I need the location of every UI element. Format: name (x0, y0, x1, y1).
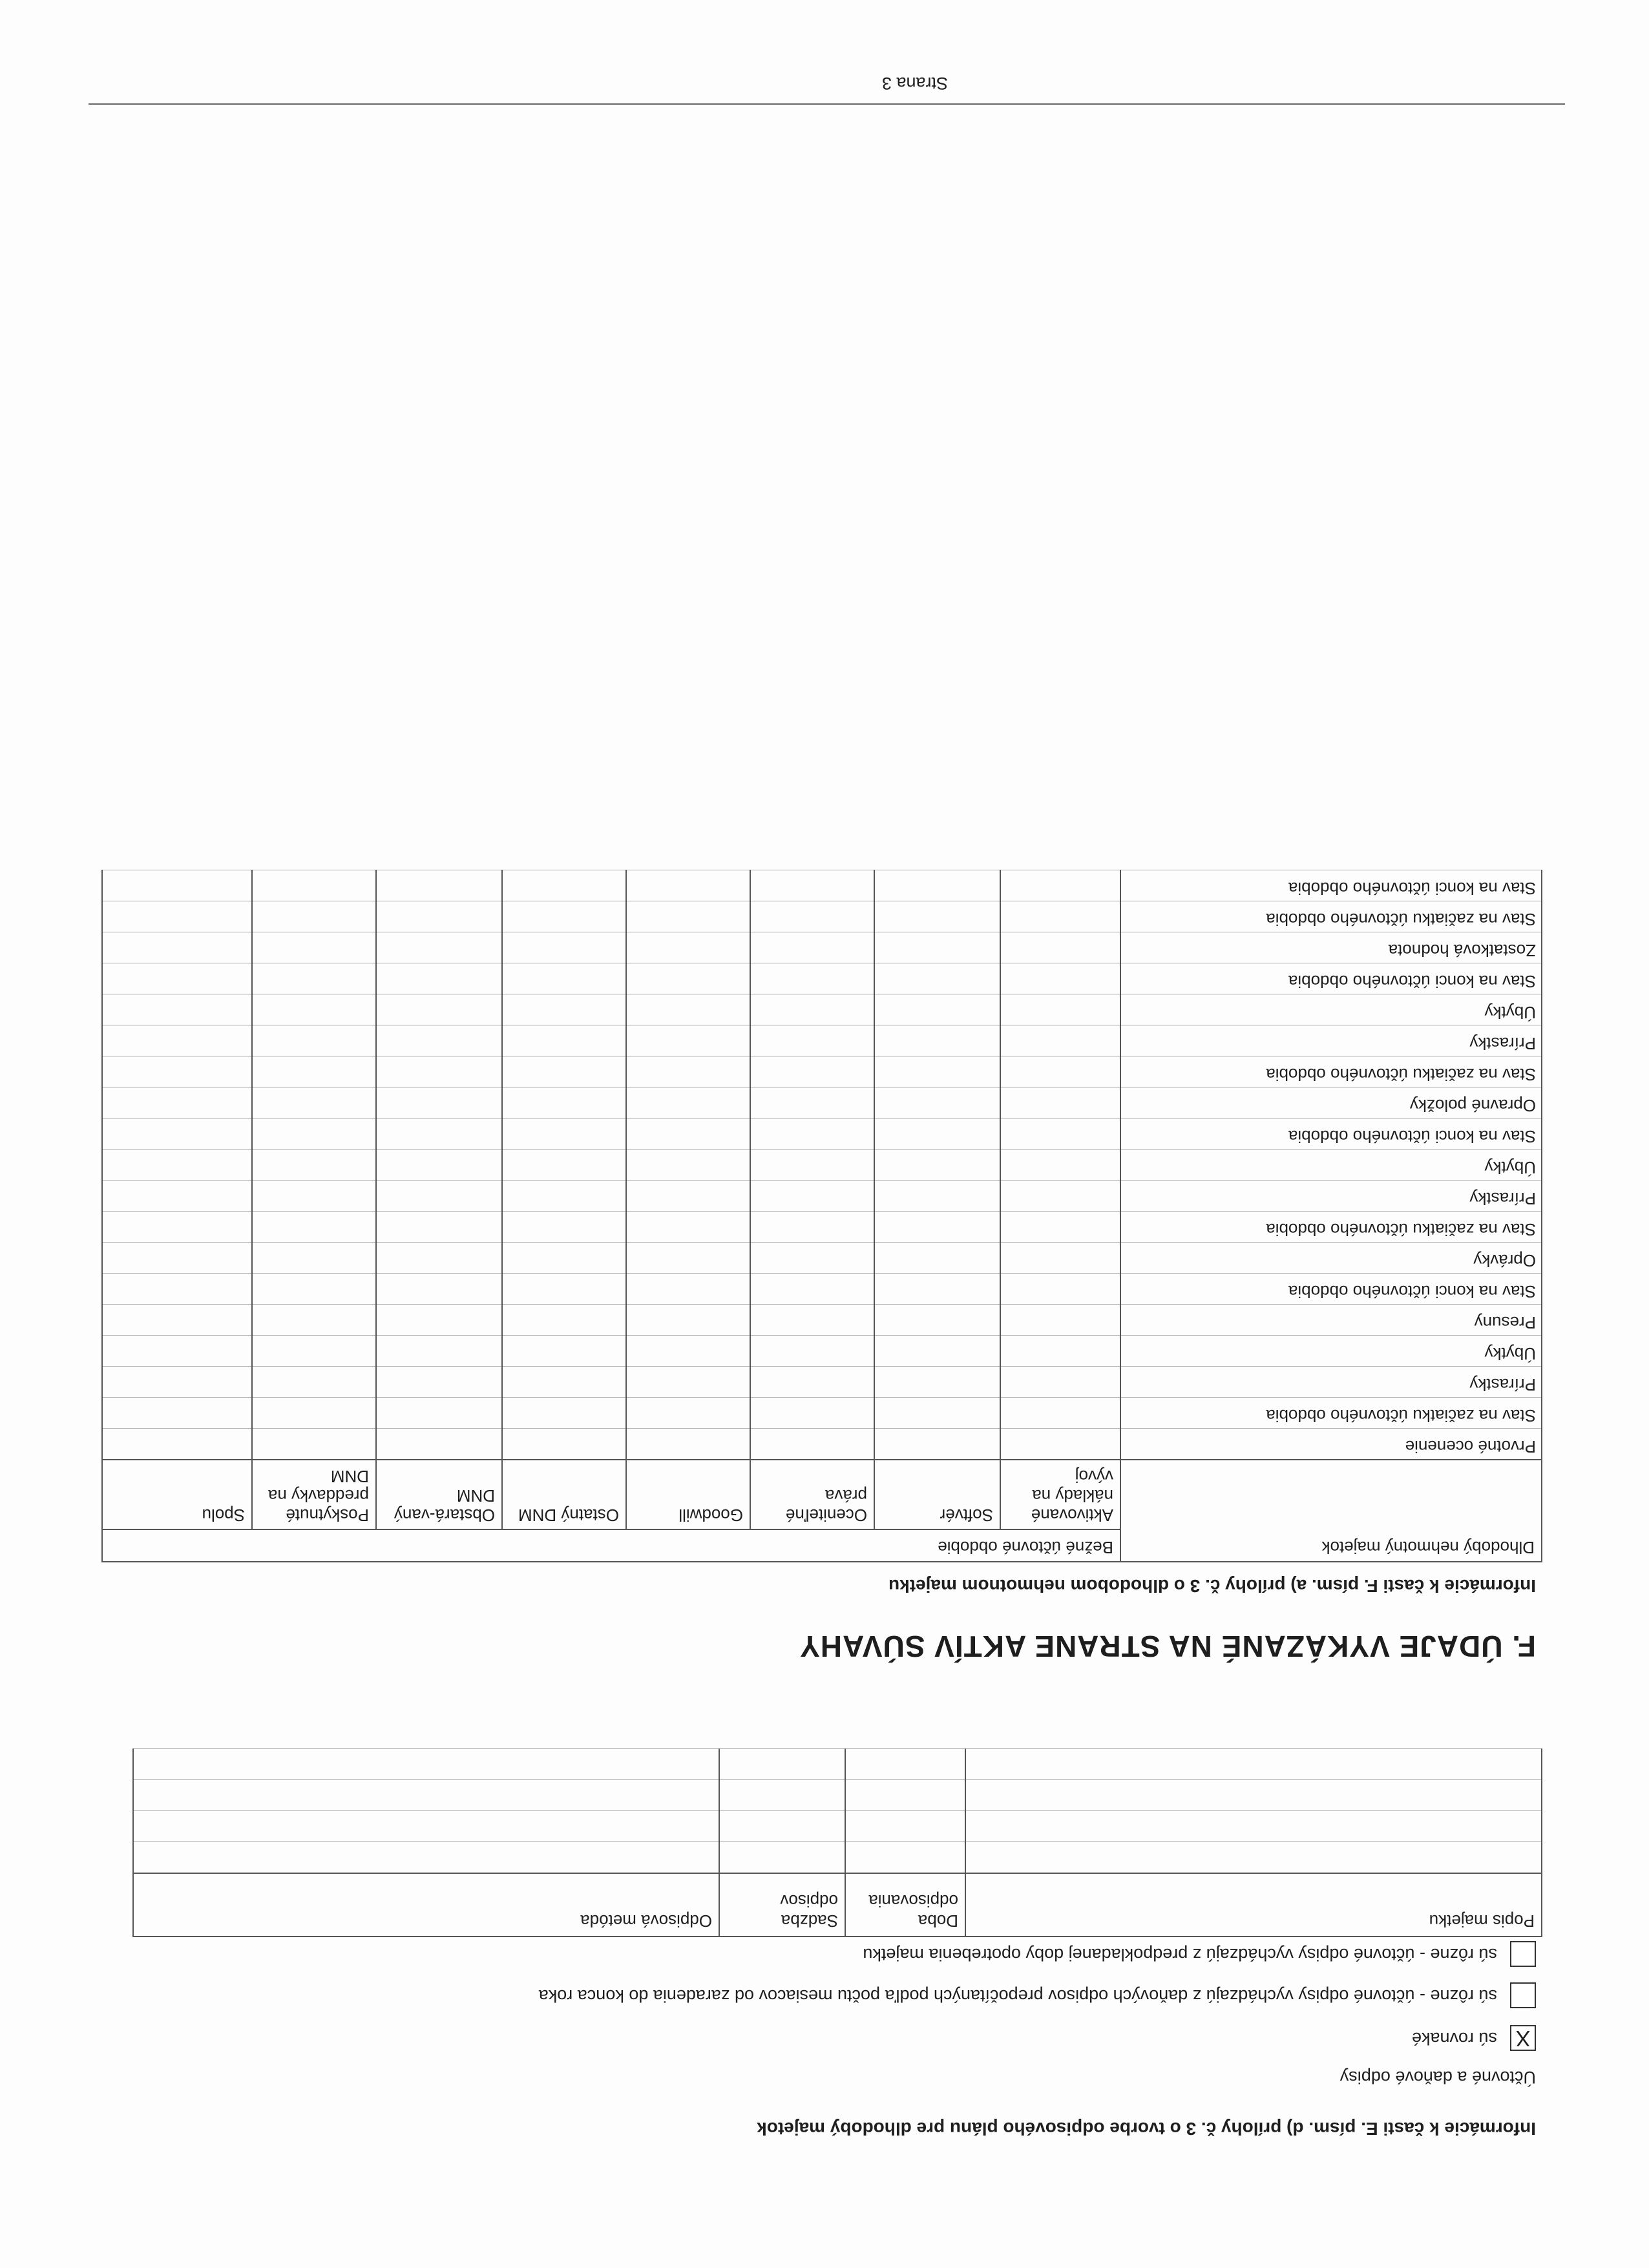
row-label: Opravné položky (1120, 1087, 1542, 1118)
col-intangibles-under-acquisition: Obstará-vaný DNM (376, 1460, 502, 1529)
table-row (102, 963, 1542, 994)
input-cell[interactable] (874, 901, 1000, 932)
input-cell[interactable] (750, 1336, 874, 1367)
row-label: Stav na konci účtovného obdobia (1120, 1274, 1542, 1305)
input-cell[interactable] (376, 1118, 502, 1150)
input-cell[interactable] (376, 1398, 502, 1429)
input-cell[interactable] (1000, 1025, 1120, 1056)
page-number: Strana 3 (881, 74, 948, 93)
input-cell[interactable] (502, 963, 626, 994)
input-cell[interactable] (874, 994, 1000, 1025)
input-cell[interactable] (252, 901, 376, 932)
input-cell[interactable] (626, 1212, 750, 1243)
input-cell[interactable] (626, 901, 750, 932)
input-cell[interactable] (133, 1780, 719, 1811)
input-cell[interactable] (502, 932, 626, 963)
col-software: Softvér (874, 1460, 1000, 1529)
input-cell[interactable] (874, 1150, 1000, 1181)
input-cell[interactable] (1000, 1118, 1120, 1150)
table-row (102, 1025, 1542, 1056)
input-cell[interactable] (376, 994, 502, 1025)
input-cell[interactable] (1000, 1056, 1120, 1087)
depreciation-subheading: Účtovné a daňové odpisy (1339, 2068, 1536, 2087)
input-cell[interactable] (1000, 901, 1120, 932)
input-cell[interactable] (252, 1150, 376, 1181)
input-cell[interactable] (502, 1274, 626, 1305)
input-cell[interactable] (965, 1780, 1542, 1811)
input-cell[interactable] (750, 1429, 874, 1460)
input-cell[interactable] (102, 1243, 252, 1274)
input-cell[interactable] (1000, 1181, 1120, 1212)
table-row (102, 870, 1542, 901)
input-cell[interactable] (102, 1274, 252, 1305)
input-cell[interactable] (376, 1025, 502, 1056)
input-cell[interactable] (502, 1367, 626, 1398)
option-same-checkbox[interactable] (1510, 2025, 1536, 2051)
input-cell[interactable] (965, 1749, 1542, 1780)
section-f-title: F. ÚDAJE VYKÁZANÉ NA STRANE AKTÍV SÚVAHY (799, 1630, 1536, 1663)
input-cell[interactable] (102, 1025, 252, 1056)
input-cell[interactable] (502, 1025, 626, 1056)
input-cell[interactable] (376, 1336, 502, 1367)
input-cell[interactable] (102, 1336, 252, 1367)
input-cell[interactable] (1000, 1087, 1120, 1118)
input-cell[interactable] (502, 1212, 626, 1243)
table-row (102, 901, 1542, 932)
input-cell[interactable] (874, 1212, 1000, 1243)
row-label: Stav na konci účtovného obdobia (1120, 1118, 1542, 1150)
input-cell[interactable] (626, 963, 750, 994)
input-cell[interactable] (874, 1243, 1000, 1274)
current-period-label: Bežné účtovné obdobie (102, 1529, 1120, 1562)
input-cell[interactable] (376, 1212, 502, 1243)
input-cell[interactable] (252, 1212, 376, 1243)
input-cell[interactable] (1000, 1336, 1120, 1367)
input-cell[interactable] (252, 1429, 376, 1460)
input-cell[interactable] (626, 932, 750, 963)
input-cell[interactable] (750, 963, 874, 994)
input-cell[interactable] (1000, 1305, 1120, 1336)
input-cell[interactable] (502, 1243, 626, 1274)
input-cell[interactable] (626, 1367, 750, 1398)
input-cell[interactable] (750, 1274, 874, 1305)
input-cell[interactable] (874, 1025, 1000, 1056)
table-row (133, 1780, 1542, 1811)
input-cell[interactable] (719, 1749, 845, 1780)
input-cell[interactable] (626, 1243, 750, 1274)
input-cell[interactable] (376, 901, 502, 932)
input-cell[interactable] (845, 1749, 965, 1780)
input-cell[interactable] (376, 1243, 502, 1274)
input-cell[interactable] (102, 1398, 252, 1429)
section-f-subheading: Informácie k časti F. písm. a) prílohy č. 3 o dlhodobom nehmotnom majetku (888, 1576, 1536, 1596)
input-cell[interactable] (750, 1367, 874, 1398)
col-development-costs: Aktivované náklady na vývoj (1000, 1460, 1120, 1529)
input-cell[interactable] (965, 1811, 1542, 1842)
input-cell[interactable] (626, 1087, 750, 1118)
input-cell[interactable] (102, 932, 252, 963)
table-row (133, 1811, 1542, 1842)
input-cell[interactable] (626, 1398, 750, 1429)
input-cell[interactable] (376, 1367, 502, 1398)
header-depreciation-period: Doba odpisovania (845, 1873, 965, 1937)
input-cell[interactable] (1000, 932, 1120, 963)
input-cell[interactable] (750, 1025, 874, 1056)
input-cell[interactable] (252, 1243, 376, 1274)
table-row (102, 1398, 1542, 1429)
input-cell[interactable] (502, 901, 626, 932)
input-cell[interactable] (376, 963, 502, 994)
input-cell[interactable] (874, 1367, 1000, 1398)
input-cell[interactable] (626, 1025, 750, 1056)
input-cell[interactable] (502, 1336, 626, 1367)
input-cell[interactable] (750, 1118, 874, 1150)
input-cell[interactable] (102, 1056, 252, 1087)
input-cell[interactable] (874, 932, 1000, 963)
input-cell[interactable] (845, 1780, 965, 1811)
header-depreciation-method: Odpisová metóda (133, 1873, 719, 1937)
input-cell[interactable] (750, 1150, 874, 1181)
intangible-assets-table (101, 870, 1542, 1563)
input-cell[interactable] (626, 1150, 750, 1181)
table-row (102, 1212, 1542, 1243)
input-cell[interactable] (133, 1811, 719, 1842)
input-cell[interactable] (750, 1212, 874, 1243)
input-cell[interactable] (626, 1429, 750, 1460)
input-cell[interactable] (874, 963, 1000, 994)
input-cell[interactable] (252, 1181, 376, 1212)
input-cell[interactable] (102, 870, 252, 901)
row-label: Úbytky (1120, 1150, 1542, 1181)
table-row (102, 1305, 1542, 1336)
col-other-intangibles: Ostatný DNM (502, 1460, 626, 1529)
input-cell[interactable] (376, 1305, 502, 1336)
input-cell[interactable] (626, 1336, 750, 1367)
input-cell[interactable] (719, 1842, 845, 1873)
input-cell[interactable] (376, 1150, 502, 1181)
col-goodwill: Goodwill (626, 1460, 750, 1529)
table-row (102, 932, 1542, 963)
input-cell[interactable] (252, 1398, 376, 1429)
input-cell[interactable] (502, 1087, 626, 1118)
input-cell[interactable] (102, 901, 252, 932)
section-e-heading: Informácie k časti E. písm. d) prílohy č. 3 o tvorbe odpisového plánu pre dlhodobý majetok (757, 2119, 1536, 2139)
input-cell[interactable] (502, 1398, 626, 1429)
input-cell[interactable] (102, 1087, 252, 1118)
input-cell[interactable] (626, 1118, 750, 1150)
corner-label: Dlhodobý nehmotný majetok (1120, 1460, 1542, 1562)
table-row (102, 1056, 1542, 1087)
input-cell[interactable] (252, 963, 376, 994)
input-cell[interactable] (845, 1842, 965, 1873)
row-label: Prírastky (1120, 1181, 1542, 1212)
input-cell[interactable] (502, 1429, 626, 1460)
input-cell[interactable] (874, 1398, 1000, 1429)
input-cell[interactable] (102, 1429, 252, 1460)
depreciation-plan-table (132, 1749, 1542, 1938)
header-depreciation-rate: Sadzba odpisov (719, 1873, 845, 1937)
input-cell[interactable] (626, 1274, 750, 1305)
row-label: Stav na začiatku účtovného obdobia (1120, 901, 1542, 932)
input-cell[interactable] (102, 1181, 252, 1212)
input-cell[interactable] (376, 932, 502, 963)
row-label: Úbytky (1120, 994, 1542, 1025)
input-cell[interactable] (102, 1150, 252, 1181)
input-cell[interactable] (376, 870, 502, 901)
row-label: Prírastky (1120, 1367, 1542, 1398)
header-asset-description: Popis majetku (965, 1873, 1542, 1937)
option-useful-life-checkbox[interactable] (1510, 1941, 1536, 1967)
input-cell[interactable] (252, 994, 376, 1025)
table-row (102, 1429, 1542, 1460)
row-label: Stav na konci účtovného obdobia (1120, 870, 1542, 901)
input-cell[interactable] (750, 932, 874, 963)
input-cell[interactable] (1000, 1367, 1120, 1398)
input-cell[interactable] (252, 1025, 376, 1056)
input-cell[interactable] (1000, 1398, 1120, 1429)
input-cell[interactable] (376, 1274, 502, 1305)
input-cell[interactable] (502, 994, 626, 1025)
input-cell[interactable] (252, 1305, 376, 1336)
input-cell[interactable] (626, 1181, 750, 1212)
input-cell[interactable] (502, 1181, 626, 1212)
table-row (102, 1336, 1542, 1367)
table-row (102, 1181, 1542, 1212)
input-cell[interactable] (750, 870, 874, 901)
input-cell[interactable] (502, 870, 626, 901)
input-cell[interactable] (252, 1274, 376, 1305)
row-label: Prvotné ocenenie (1120, 1429, 1542, 1460)
intangible-assets-rows (102, 870, 1542, 1460)
input-cell[interactable] (750, 901, 874, 932)
input-cell[interactable] (874, 1087, 1000, 1118)
input-cell[interactable] (965, 1842, 1542, 1873)
input-cell[interactable] (874, 1274, 1000, 1305)
row-label: Presuny (1120, 1305, 1542, 1336)
input-cell[interactable] (133, 1749, 719, 1780)
input-cell[interactable] (502, 1056, 626, 1087)
input-cell[interactable] (874, 1056, 1000, 1087)
input-cell[interactable] (102, 1367, 252, 1398)
row-label: Úbytky (1120, 1336, 1542, 1367)
input-cell[interactable] (102, 963, 252, 994)
input-cell[interactable] (626, 870, 750, 901)
input-cell[interactable] (750, 1181, 874, 1212)
input-cell[interactable] (874, 1429, 1000, 1460)
table-row (102, 994, 1542, 1025)
input-cell[interactable] (252, 1056, 376, 1087)
input-cell[interactable] (252, 870, 376, 901)
input-cell[interactable] (750, 1087, 874, 1118)
input-cell[interactable] (626, 1056, 750, 1087)
table-row (102, 1118, 1542, 1150)
row-label: Zostatková hodnota (1120, 932, 1542, 963)
col-advances-paid: Poskytnuté preddavky na DNM (252, 1460, 376, 1529)
input-cell[interactable] (750, 1398, 874, 1429)
input-cell[interactable] (502, 1150, 626, 1181)
input-cell[interactable] (252, 1118, 376, 1150)
input-cell[interactable] (719, 1811, 845, 1842)
input-cell[interactable] (845, 1811, 965, 1842)
option-same-label: sú rovnaké (1411, 2029, 1497, 2048)
input-cell[interactable] (719, 1780, 845, 1811)
footer-rule (89, 103, 1565, 105)
input-cell[interactable] (102, 1212, 252, 1243)
input-cell[interactable] (626, 1305, 750, 1336)
table-row (102, 1150, 1542, 1181)
input-cell[interactable] (252, 1336, 376, 1367)
option-useful-life-label: sú rôzne - účtovné odpisy vychádzajú z predpokladanej doby opotrebenia majetku (863, 1945, 1497, 1964)
option-months-label: sú rôzne - účtovné odpisy vychádzajú z daňových odpisov prepočítaných podľa počtu mesiacov od zaradenia do konca roka (538, 1986, 1497, 2006)
input-cell[interactable] (502, 1118, 626, 1150)
input-cell[interactable] (1000, 870, 1120, 901)
input-cell[interactable] (1000, 1243, 1120, 1274)
input-cell[interactable] (1000, 1429, 1120, 1460)
input-cell[interactable] (252, 932, 376, 963)
table-row (133, 1749, 1542, 1780)
checkbox-x-mark: X (1515, 2026, 1531, 2050)
row-label: Stav na konci účtovného obdobia (1120, 963, 1542, 994)
option-months-checkbox[interactable] (1510, 1982, 1536, 2008)
input-cell[interactable] (750, 1305, 874, 1336)
input-cell[interactable] (750, 1056, 874, 1087)
input-cell[interactable] (1000, 963, 1120, 994)
input-cell[interactable] (874, 1118, 1000, 1150)
input-cell[interactable] (102, 994, 252, 1025)
input-cell[interactable] (252, 1087, 376, 1118)
input-cell[interactable] (376, 1181, 502, 1212)
row-label: Stav na začiatku účtovného obdobia (1120, 1056, 1542, 1087)
row-label: Stav na začiatku účtovného obdobia (1120, 1398, 1542, 1429)
input-cell[interactable] (102, 1305, 252, 1336)
input-cell[interactable] (133, 1842, 719, 1873)
row-label: Oprávky (1120, 1243, 1542, 1274)
input-cell[interactable] (626, 994, 750, 1025)
input-cell[interactable] (874, 1305, 1000, 1336)
input-cell[interactable] (1000, 1212, 1120, 1243)
input-cell[interactable] (874, 870, 1000, 901)
col-total: Spolu (102, 1460, 252, 1529)
table-row (102, 1087, 1542, 1118)
table-row (102, 1243, 1542, 1274)
table-row (133, 1842, 1542, 1873)
input-cell[interactable] (874, 1336, 1000, 1367)
row-label: Prírastky (1120, 1025, 1542, 1056)
input-cell[interactable] (750, 1243, 874, 1274)
input-cell[interactable] (102, 1118, 252, 1150)
table-row (102, 1274, 1542, 1305)
col-valuable-rights: Oceniteľné práva (750, 1460, 874, 1529)
input-cell[interactable] (1000, 1150, 1120, 1181)
input-cell[interactable] (874, 1181, 1000, 1212)
input-cell[interactable] (252, 1367, 376, 1398)
input-cell[interactable] (502, 1305, 626, 1336)
row-label: Stav na začiatku účtovného obdobia (1120, 1212, 1542, 1243)
input-cell[interactable] (376, 1429, 502, 1460)
table-row (102, 1367, 1542, 1398)
input-cell[interactable] (1000, 994, 1120, 1025)
input-cell[interactable] (376, 1087, 502, 1118)
input-cell[interactable] (1000, 1274, 1120, 1305)
input-cell[interactable] (376, 1056, 502, 1087)
input-cell[interactable] (750, 994, 874, 1025)
